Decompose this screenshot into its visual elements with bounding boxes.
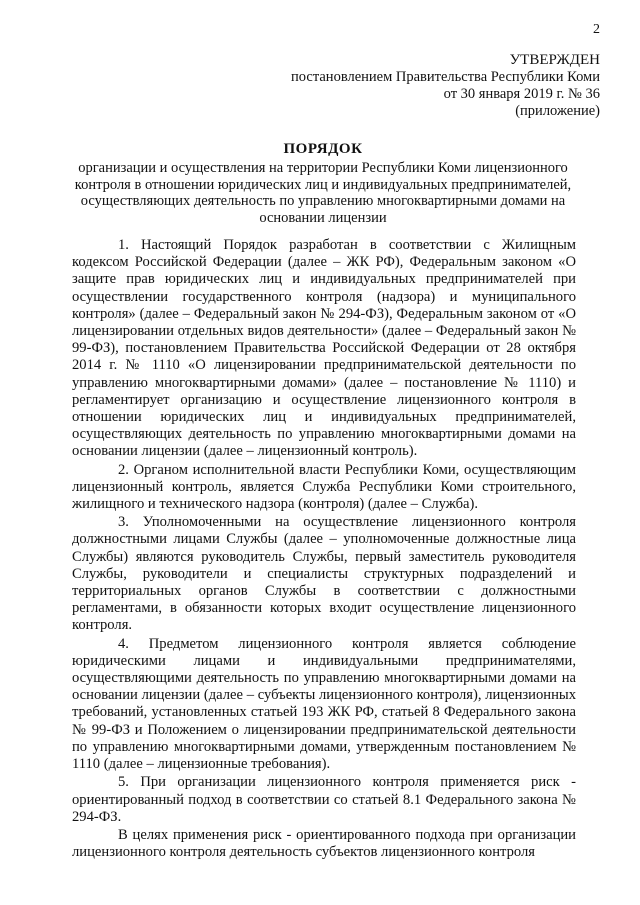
document-title: ПОРЯДОК [283,141,363,157]
approval-line-3: (приложение) [515,103,600,119]
approval-line-2: от 30 января 2019 г. № 36 [443,86,600,102]
document-body [72,237,576,862]
paragraph-2: 2. Органом исполнительной власти Республики Коми, осуществляющим лицензионный контроль, является Служба Республики Коми строительного, жилищного и технического надзора (контроля) (далее – Служба). [72,461,576,513]
page-number: 2 [593,22,600,37]
approval-line-1: постановлением Правительства Республики Коми [291,69,600,85]
approval-heading: УТВЕРЖДЕН [509,52,600,68]
paragraph-3: 3. Уполномоченными на осуществление лицензионного контроля должностными лицами Службы (далее – уполномоченные должностные лица Службы) являются руководитель Службы, первый заместитель руководителя Службы, руководители и специалисты структурных подразделений и территориальных органов Службы в соответствии с должностными регламентами, в обязанности которых входит осуществление лицензионного контроля. [72,514,576,634]
approval-stamp [291,52,600,120]
document-subtitle: организации и осуществления на территории Республики Коми лицензионного контроля в отношении юридических лиц и индивидуальных предпринимателей, осуществляющих деятельность по управлению многоквартирными домами на основании лицензии [74,160,572,226]
paragraph-1: 1. Настоящий Порядок разработан в соответствии с Жилищным кодексом Российской Федерации (далее – ЖК РФ), Федеральным законом «О защите прав юридических лиц и индивидуальных предпринимателей при осуществлении государственного контроля (надзора) и муниципального контроля» (далее – Федеральный закон № 294-ФЗ), Федеральным законом от «О лицензировании отдельных видов деятельности» (далее – Федеральный закон № 99-ФЗ), постановлением Правительства Российской Федерации от 28 октября 2014 г. № 1110 «О лицензировании предпринимательской деятельности по управлению многоквартирными домами» (далее – постановление № 1110) и регламентирует организацию и осуществление лицензионного контроля в отношении юридических лиц и индивидуальных предпринимателей, осуществляющих деятельность по управлению многоквартирными домами на основании лицензии (далее – лицензионный контроль). [72,237,576,460]
title-block [70,140,576,226]
paragraph-5: 5. При организации лицензионного контроля применяется риск - ориентированный подход в соответствии со статьей 8.1 Федерального закона № 294-ФЗ. [72,774,576,825]
paragraph-4: 4. Предметом лицензионного контроля является соблюдение юридическими лицами и индивидуальными предпринимателями, осуществляющими деятельность по управлению многоквартирными домами на основании лицензии (далее – субъекты лицензионного контроля), лицензионных требований, установленных статьей 193 ЖК РФ, статьей 8 Федерального закона № 99-ФЗ и Положением о лицензировании предпринимательской деятельности по управлению многоквартирными домами, утвержденным постановлением № 1110 (далее – лицензионные требования). [72,635,576,773]
paragraph-6: В целях применения риск - ориентированного подхода при организации лицензионного контроля деятельность субъектов лицензионного контроля [72,826,576,861]
